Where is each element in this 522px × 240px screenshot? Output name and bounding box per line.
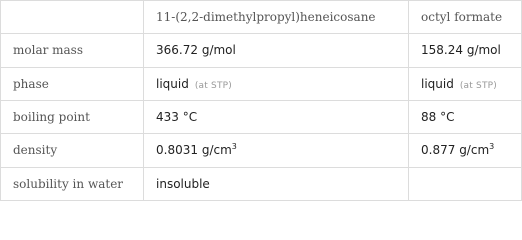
row-label-molar-mass: molar mass <box>1 34 144 67</box>
unit: °C <box>182 110 198 125</box>
table-row <box>1 167 522 200</box>
header-row <box>1 1 522 34</box>
solubility-compound-b <box>409 167 522 200</box>
value: 433 <box>156 110 179 125</box>
row-label-solubility-in-water: solubility in water <box>1 167 144 200</box>
table-row <box>1 67 522 100</box>
value: liquid <box>156 76 189 91</box>
density-compound-b <box>409 134 522 167</box>
unit: g/mol <box>466 43 501 58</box>
column-header-compound-b: octyl formate <box>409 1 522 34</box>
value: insoluble <box>156 176 210 191</box>
row-label-phase: phase <box>1 67 144 100</box>
value: 366.72 <box>156 43 198 58</box>
table-row <box>1 100 522 133</box>
corner-cell <box>1 1 144 34</box>
unit-exponent: 3 <box>489 142 495 152</box>
value: 158.24 <box>421 43 463 58</box>
phase-note: (at STP) <box>459 80 498 91</box>
boiling-point-compound-a <box>144 100 409 133</box>
table-row <box>1 34 522 67</box>
row-label-density: density <box>1 134 144 167</box>
column-header-compound-a: 11-(2,2-dimethylpropyl)heneicosane <box>144 1 409 34</box>
unit: °C <box>440 110 455 125</box>
phase-compound-b <box>409 67 522 100</box>
row-label-boiling-point: boiling point <box>1 100 144 133</box>
unit-exponent: 3 <box>231 142 237 152</box>
phase-note: (at STP) <box>194 80 233 91</box>
molar-mass-compound-a <box>144 34 409 67</box>
phase-compound-a <box>144 67 409 100</box>
solubility-compound-a <box>144 167 409 200</box>
value: liquid <box>421 76 454 91</box>
value: 0.877 <box>421 143 456 158</box>
unit: g/cm <box>201 143 232 158</box>
density-compound-a <box>144 134 409 167</box>
value: 0.8031 <box>156 143 198 158</box>
boiling-point-compound-b <box>409 100 522 133</box>
table-row <box>1 134 522 167</box>
unit: g/cm <box>459 143 490 158</box>
unit: g/mol <box>201 43 236 58</box>
value: 88 <box>421 110 437 125</box>
molar-mass-compound-b <box>409 34 522 67</box>
